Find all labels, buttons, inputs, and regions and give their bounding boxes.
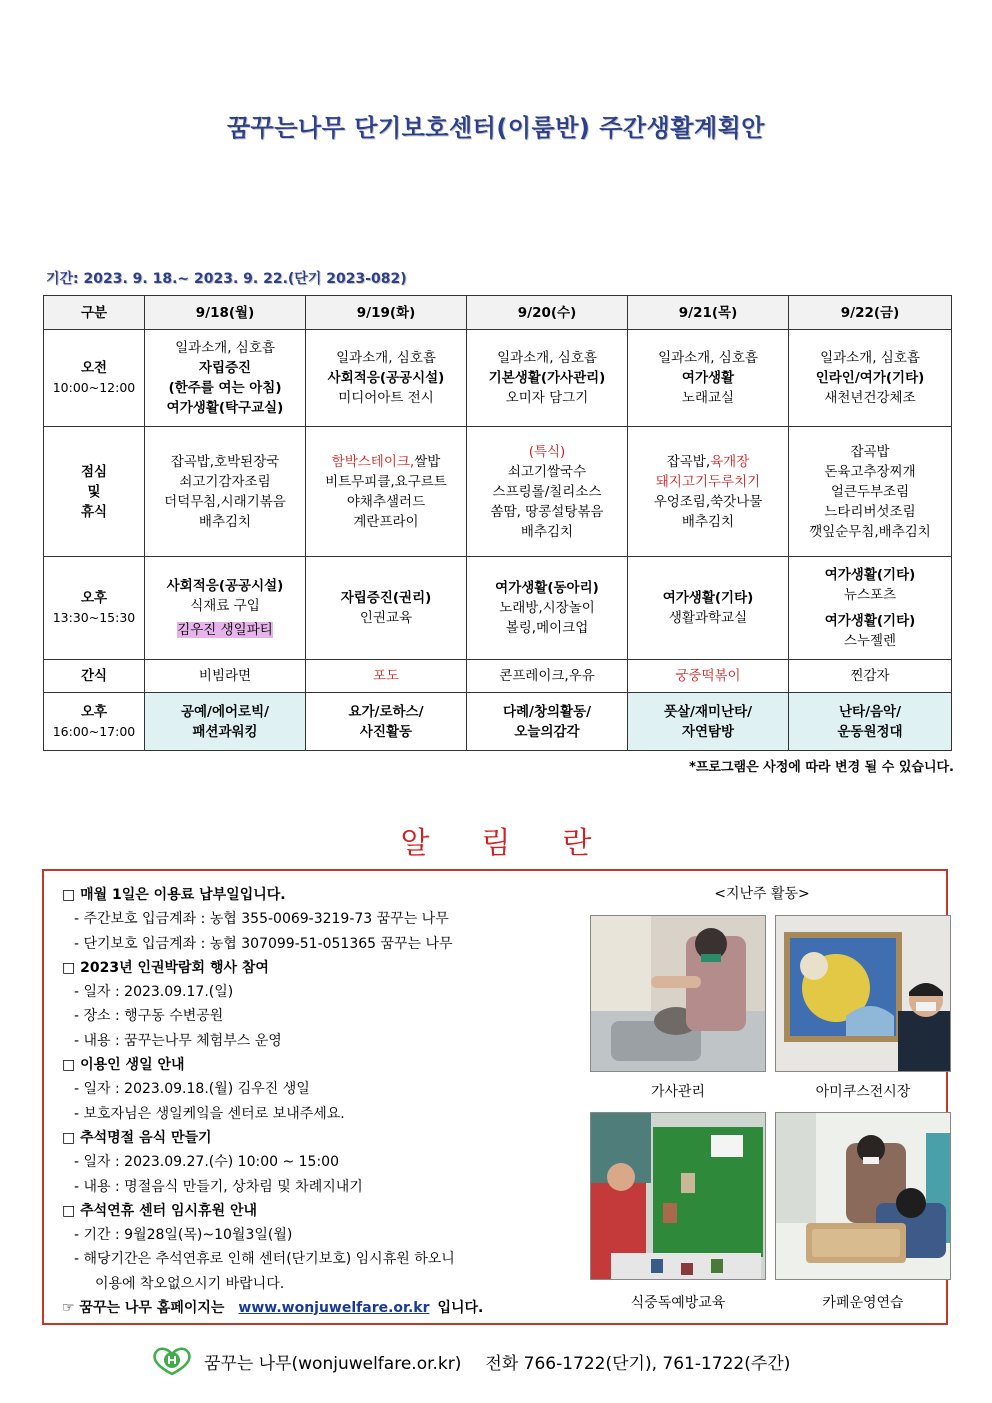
homepage-prefix: ☞ 꿈꾸는 나무 홈페이지는 xyxy=(62,1300,225,1317)
notice-item: - 내용 : 꿈꾸는나무 체험부스 운영 xyxy=(74,1032,282,1049)
notice-heading: □ 2023년 인권박람회 행사 참여 xyxy=(62,959,269,976)
snack-label: 간식 xyxy=(44,660,145,693)
morning-mon: 일과소개, 심호흡 자립증진 (한주를 여는 아침) 여가생활(탁구교실) xyxy=(145,330,306,427)
notice-item: - 기간 : 9월28일(목)~10월3일(월) xyxy=(74,1227,293,1244)
notice-heading: □ 추석연휴 센터 임시휴원 안내 xyxy=(62,1202,258,1219)
late-tue: 요가/로하스/ 사진활동 xyxy=(306,693,467,751)
header-mon: 9/18(월) xyxy=(145,296,306,330)
photo-amicus-exhibition xyxy=(775,915,951,1072)
schedule-note: *프로그램은 사정에 따라 변경 될 수 있습니다. xyxy=(689,760,954,775)
late-mon: 공예/에어로빅/ 패션과워킹 xyxy=(145,693,306,751)
header-category: 구분 xyxy=(44,296,145,330)
header-tue: 9/19(화) xyxy=(306,296,467,330)
notice-item: - 내용 : 명절음식 만들기, 상차림 및 차례지내기 xyxy=(74,1178,363,1195)
photo-cafe-practice xyxy=(775,1112,951,1280)
header-wed: 9/20(수) xyxy=(467,296,628,330)
photos-caption: <지난주 활동> xyxy=(714,886,810,902)
late-wed: 다례/창의활동/ 오늘의감각 xyxy=(467,693,628,751)
photo-caption-food-safety: 식중독예방교육 xyxy=(630,1295,726,1311)
lunch-fri: 잡곡밥 돈육고추장찌개 얼큰두부조림 느타리버섯조림 깻잎순무침,배추김치 xyxy=(789,427,952,557)
afternoon-label: 오후 13:30~15:30 xyxy=(44,557,145,660)
notice-item: - 보호자님은 생일케잌을 센터로 보내주세요. xyxy=(74,1105,345,1122)
lunch-wed: (특식) 쇠고기쌀국수 스프링롤/칠리소스 쏨땀, 땅콩설탕볶음 배추김치 xyxy=(467,427,628,557)
afternoon-wed: 여가생활(동아리) 노래방,시장놀이 볼링,메이크업 xyxy=(467,557,628,660)
notice-item: - 일자 : 2023.09.17.(일) xyxy=(74,984,234,1001)
photo-housework xyxy=(590,915,766,1072)
notice-title: 알림란 xyxy=(400,826,644,861)
lunch-row xyxy=(44,427,952,557)
notice-heading: □ 추석명절 음식 만들기 xyxy=(62,1129,212,1146)
lunch-tue: 함박스테이크,쌀밥 비트무피클,요구르트 야채추샐러드 계란프라이 xyxy=(306,427,467,557)
footer-phone: 전화 766-1722(단기), 761-1722(주간) xyxy=(485,1353,791,1374)
afternoon-thu: 여가생활(기타) 생활과학교실 xyxy=(628,557,789,660)
header-fri: 9/22(금) xyxy=(789,296,952,330)
photo-food-poisoning-class xyxy=(590,1112,766,1280)
notice-heading: □ 매월 1일은 이용료 납부일입니다. xyxy=(62,887,286,903)
notice-item: - 일자 : 2023.09.18.(월) 김우진 생일 xyxy=(74,1081,310,1098)
homepage-line xyxy=(62,1296,582,1320)
notice-box xyxy=(42,869,948,1325)
late-thu: 풋살/재미난타/ 자연탐방 xyxy=(628,693,789,751)
morning-fri: 일과소개, 심호흡 인라인/여가(기타) 새천년건강체조 xyxy=(789,330,952,427)
afternoon-row xyxy=(44,557,952,660)
homepage-link[interactable]: www.wonjuwelfare.or.kr xyxy=(238,1300,430,1317)
late-label: 오후 16:00~17:00 xyxy=(44,693,145,751)
snack-thu: 궁중떡볶이 xyxy=(628,660,789,693)
notice-heading: □ 이용인 생일 안내 xyxy=(62,1057,185,1074)
page-title: 꿈꾸는나무 단기보호센터(이룸반) 주간생활계획안 xyxy=(226,114,765,142)
snack-wed: 콘프레이크,우유 xyxy=(467,660,628,693)
footer-organization: 꿈꾸는 나무(wonjuwelfare.or.kr) xyxy=(204,1353,462,1374)
lunch-mon: 잡곡밥,호박된장국 쇠고기감자조림 더덕무침,시래기볶음 배추김치 xyxy=(145,427,306,557)
notice-item: - 주간보호 입금계좌 : 농협 355-0069-3219-73 꿈꾸는 나무 xyxy=(74,911,449,928)
notice-item: - 장소 : 행구동 수변공원 xyxy=(74,1008,224,1025)
late-afternoon-row xyxy=(44,693,952,751)
schedule-period: 기간: 2023. 9. 18.~ 2023. 9. 22.(단기 2023-082) xyxy=(46,271,407,287)
snack-fri: 찐감자 xyxy=(789,660,952,693)
morning-row xyxy=(44,330,952,427)
afternoon-mon: 사회적응(공공시설) 식재료 구입 김우진 생일파티 xyxy=(145,557,306,660)
afternoon-fri: 여가생활(기타) 뉴스포츠 여가생활(기타) 스누젤렌 xyxy=(789,557,952,660)
morning-label: 오전 10:00~12:00 xyxy=(44,330,145,427)
late-fri: 난타/음악/ 운동원정대 xyxy=(789,693,952,751)
snack-row xyxy=(44,660,952,693)
morning-wed: 일과소개, 심호흡 기본생활(가사관리) 오미자 담그기 xyxy=(467,330,628,427)
table-header-row xyxy=(44,296,952,330)
photo-caption-amicus: 아미쿠스전시장 xyxy=(815,1084,911,1100)
snack-mon: 비빔라면 xyxy=(145,660,306,693)
morning-tue: 일과소개, 심호흡 사회적응(공공시설) 미디어아트 전시 xyxy=(306,330,467,427)
photo-caption-housework: 가사관리 xyxy=(650,1084,706,1100)
birthday-party-highlight: 김우진 생일파티 xyxy=(177,622,273,638)
header-thu: 9/21(목) xyxy=(628,296,789,330)
notice-item: - 일자 : 2023.09.27.(수) 10:00 ~ 15:00 xyxy=(74,1154,339,1171)
morning-thu: 일과소개, 심호흡 여가생활 노래교실 xyxy=(628,330,789,427)
notice-item: 이용에 착오없으시기 바랍니다. xyxy=(95,1275,285,1292)
notice-item: - 단기보호 입금계좌 : 농협 307099-51-051365 꿈꾸는 나무 xyxy=(74,935,453,952)
snack-tue: 포도 xyxy=(306,660,467,693)
lunch-thu: 잡곡밥,육개장 돼지고기두루치기 우엉조림,쑥갓나물 배추김치 xyxy=(628,427,789,557)
footer xyxy=(150,1346,790,1376)
organization-logo-icon xyxy=(150,1346,194,1376)
notice-item: - 해당기간은 추석연휴로 인해 센터(단기보호) 임시휴원 하오니 xyxy=(74,1251,455,1268)
lunch-label: 점심 및 휴식 xyxy=(44,427,145,557)
weekly-schedule-table xyxy=(43,295,952,751)
notice-text xyxy=(62,883,582,1320)
homepage-suffix: 입니다. xyxy=(437,1300,484,1317)
photo-caption-cafe: 카페운영연습 xyxy=(822,1295,904,1311)
afternoon-tue: 자립증진(권리) 인권교육 xyxy=(306,557,467,660)
